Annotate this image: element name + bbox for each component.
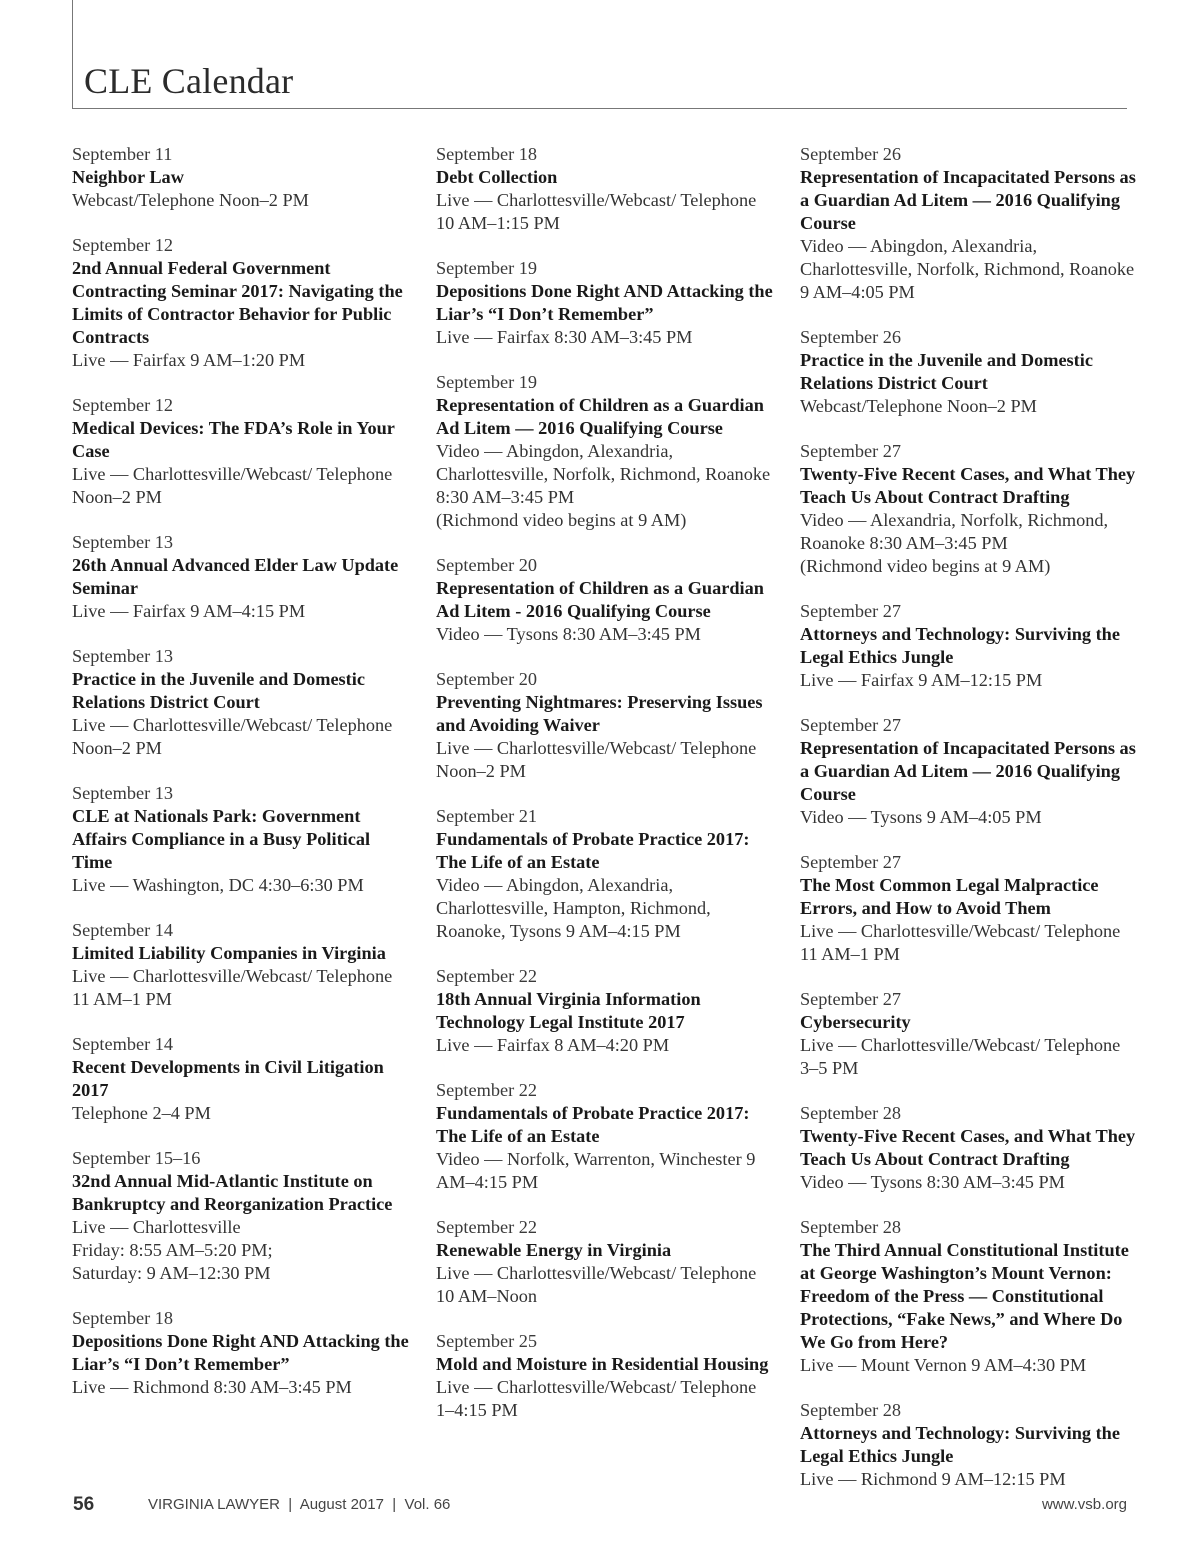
entry-detail: Video — Tysons 8:30 AM–3:45 PM — [800, 1172, 1065, 1192]
entry-title: The Most Common Legal Malpractice Errors, and How to Avoid Them — [800, 875, 1099, 918]
entry-detail: Live — Richmond 8:30 AM–3:45 PM — [72, 1377, 352, 1397]
entry-date: September 18 — [436, 144, 538, 164]
entry-detail: Video — Tysons 9 AM–4:05 PM — [800, 807, 1042, 827]
calendar-entry — [72, 1033, 412, 1125]
entry-detail: Live — Richmond 9 AM–12:15 PM — [800, 1469, 1066, 1489]
entry-detail: Live — Washington, DC 4:30–6:30 PM — [72, 875, 364, 895]
page-title: CLE Calendar — [84, 61, 294, 101]
entry-detail: Video — Tysons 8:30 AM–3:45 PM — [436, 624, 701, 644]
entry-title: Twenty-Five Recent Cases, and What They Teach Us About Contract Drafting — [800, 464, 1136, 507]
entry-detail: Live — Fairfax 8 AM–4:20 PM — [436, 1035, 670, 1055]
entry-title: 18th Annual Virginia Information Technology Legal Institute 2017 — [436, 989, 701, 1032]
calendar-entry — [72, 531, 412, 623]
entry-date: September 19 — [436, 372, 538, 392]
entry-date: September 14 — [72, 920, 174, 940]
entry-date: September 19 — [436, 258, 538, 278]
calendar-entry — [800, 326, 1140, 418]
entry-date: September 11 — [72, 144, 173, 164]
entry-title: Neighbor Law — [72, 167, 184, 187]
entry-title: 2nd Annual Federal Government Contracting Seminar 2017: Navigating the Limits of Contractor Behavior for Public Contracts — [72, 258, 403, 347]
entry-date: September 13 — [72, 783, 174, 803]
entry-title: Representation of Incapacitated Persons as a Guardian Ad Litem — 2016 Qualifying Course — [800, 167, 1136, 233]
entry-date: September 18 — [72, 1308, 174, 1328]
calendar-entry — [72, 1307, 412, 1399]
calendar-entry — [436, 143, 776, 235]
entry-detail: Live — Charlottesville/Webcast/ Telephone Noon–2 PM — [436, 738, 757, 781]
calendar-column-2 — [436, 143, 776, 1444]
entry-detail: Live — Charlottesville/Webcast/ Telephone 10 AM–1:15 PM — [436, 190, 757, 233]
entry-date: September 14 — [72, 1034, 174, 1054]
entry-title: Depositions Done Right AND Attacking the Liar’s “I Don’t Remember” — [72, 1331, 409, 1374]
calendar-entry — [72, 919, 412, 1011]
header-divider — [72, 108, 1127, 109]
entry-date: September 27 — [800, 715, 902, 735]
entry-detail: Live — Fairfax 9 AM–1:20 PM — [72, 350, 306, 370]
calendar-column-1 — [72, 143, 412, 1421]
entry-date: September 27 — [800, 852, 902, 872]
entry-date: September 20 — [436, 669, 538, 689]
entry-detail: (Richmond video begins at 9 AM) — [800, 556, 1051, 576]
calendar-entry — [72, 782, 412, 897]
page-footer — [0, 1494, 1200, 1522]
entry-title: 32nd Annual Mid-Atlantic Institute on Bankruptcy and Reorganization Practice — [72, 1171, 393, 1214]
entry-detail: Video — Abingdon, Alexandria, Charlottesville, Norfolk, Richmond, Roanoke 8:30 AM–3:45 PM — [436, 441, 771, 507]
entry-title: Debt Collection — [436, 167, 558, 187]
entry-date: September 27 — [800, 989, 902, 1009]
calendar-entry — [800, 440, 1140, 578]
entry-date: September 13 — [72, 646, 174, 666]
calendar-entry — [436, 965, 776, 1057]
entry-title: Representation of Children as a Guardian Ad Litem - 2016 Qualifying Course — [436, 578, 764, 621]
calendar-entry — [72, 645, 412, 760]
entry-date: September 28 — [800, 1103, 902, 1123]
entry-detail: Video — Abingdon, Alexandria, Charlottesville, Hampton, Richmond, Roanoke, Tysons 9 AM–4:15 PM — [436, 875, 711, 941]
entry-title: Attorneys and Technology: Surviving the Legal Ethics Jungle — [800, 624, 1120, 667]
entry-detail: Live — Charlottesville/Webcast/ Telephone Noon–2 PM — [72, 464, 393, 507]
entry-date: September 20 — [436, 555, 538, 575]
entry-detail: Saturday: 9 AM–12:30 PM — [72, 1263, 271, 1283]
entry-title: 26th Annual Advanced Elder Law Update Seminar — [72, 555, 399, 598]
entry-detail: Live — Charlottesville/Webcast/ Telephone 1–4:15 PM — [436, 1377, 757, 1420]
entry-title: Fundamentals of Probate Practice 2017: The Life of an Estate — [436, 1103, 750, 1146]
entry-date: September 15–16 — [72, 1148, 201, 1168]
calendar-entry — [800, 1399, 1140, 1491]
entry-detail: Live — Charlottesville/Webcast/ Telephone 3–5 PM — [800, 1035, 1121, 1078]
calendar-entry — [436, 805, 776, 943]
entry-title: Practice in the Juvenile and Domestic Relations District Court — [800, 350, 1093, 393]
entry-title: Cybersecurity — [800, 1012, 911, 1032]
entry-title: Renewable Energy in Virginia — [436, 1240, 672, 1260]
page-number: 56 — [73, 1494, 95, 1515]
entry-title: Practice in the Juvenile and Domestic Relations District Court — [72, 669, 365, 712]
calendar-entry — [72, 394, 412, 509]
entry-title: Limited Liability Companies in Virginia — [72, 943, 386, 963]
entry-date: September 22 — [436, 966, 538, 986]
entry-detail: Live — Charlottesville — [72, 1217, 241, 1237]
entry-date: September 22 — [436, 1080, 538, 1100]
header-vertical-rule — [72, 0, 73, 108]
entry-detail: Friday: 8:55 AM–5:20 PM; — [72, 1240, 273, 1260]
entry-detail: (Richmond video begins at 9 AM) — [436, 510, 687, 530]
entry-title: Medical Devices: The FDA’s Role in Your Case — [72, 418, 395, 461]
calendar-entry — [72, 143, 412, 212]
entry-title: Representation of Children as a Guardian Ad Litem — 2016 Qualifying Course — [436, 395, 764, 438]
calendar-entry — [72, 1147, 412, 1285]
entry-title: Fundamentals of Probate Practice 2017: The Life of an Estate — [436, 829, 750, 872]
entry-detail: Live — Fairfax 9 AM–4:15 PM — [72, 601, 306, 621]
entry-date: September 28 — [800, 1400, 902, 1420]
entry-detail: Live — Fairfax 8:30 AM–3:45 PM — [436, 327, 693, 347]
entry-date: September 25 — [436, 1331, 538, 1351]
entry-title: Depositions Done Right AND Attacking the Liar’s “I Don’t Remember” — [436, 281, 773, 324]
entry-date: September 21 — [436, 806, 538, 826]
publication-info: VIRGINIA LAWYER | August 2017 | Vol. 66 — [148, 1496, 451, 1513]
calendar-entry — [436, 257, 776, 349]
calendar-entry — [800, 851, 1140, 966]
entry-detail: Webcast/Telephone Noon–2 PM — [800, 396, 1037, 416]
entry-date: September 12 — [72, 235, 174, 255]
entry-detail: Video — Alexandria, Norfolk, Richmond, Roanoke 8:30 AM–3:45 PM — [800, 510, 1109, 553]
entry-date: September 22 — [436, 1217, 538, 1237]
entry-title: CLE at Nationals Park: Government Affairs Compliance in a Busy Political Time — [72, 806, 371, 872]
calendar-entry — [436, 1216, 776, 1308]
entry-detail: Live — Charlottesville/Webcast/ Telephone Noon–2 PM — [72, 715, 393, 758]
entry-date: September 26 — [800, 144, 902, 164]
website-url: www.vsb.org — [1041, 1496, 1127, 1513]
calendar-entry — [436, 1079, 776, 1194]
calendar-entry — [436, 554, 776, 646]
entry-detail: Video — Abingdon, Alexandria, Charlottesville, Norfolk, Richmond, Roanoke 9 AM–4:05 PM — [800, 236, 1135, 302]
calendar-entry — [72, 234, 412, 372]
calendar-entry — [436, 668, 776, 783]
entry-title: Representation of Incapacitated Persons as a Guardian Ad Litem — 2016 Qualifying Course — [800, 738, 1136, 804]
entry-detail: Video — Norfolk, Warrenton, Winchester 9 AM–4:15 PM — [436, 1149, 756, 1192]
calendar-entry — [800, 1216, 1140, 1377]
entry-date: September 13 — [72, 532, 174, 552]
entry-detail: Live — Charlottesville/Webcast/ Telephone 10 AM–Noon — [436, 1263, 757, 1306]
calendar-entry — [800, 988, 1140, 1080]
calendar-entry — [800, 1102, 1140, 1194]
entry-title: Recent Developments in Civil Litigation 2017 — [72, 1057, 384, 1100]
entry-title: Mold and Moisture in Residential Housing — [436, 1354, 769, 1374]
entry-date: September 27 — [800, 441, 902, 461]
entry-title: Attorneys and Technology: Surviving the Legal Ethics Jungle — [800, 1423, 1120, 1466]
entry-detail: Telephone 2–4 PM — [72, 1103, 211, 1123]
entry-detail: Webcast/Telephone Noon–2 PM — [72, 190, 309, 210]
entry-detail: Live — Fairfax 9 AM–12:15 PM — [800, 670, 1043, 690]
entry-title: Twenty-Five Recent Cases, and What They Teach Us About Contract Drafting — [800, 1126, 1136, 1169]
entry-date: September 26 — [800, 327, 902, 347]
entry-title: The Third Annual Constitutional Institute at George Washington’s Mount Vernon: Freedom of the Press — Constitutional Protections, “Fake News,” and Where Do We Go from Here? — [800, 1240, 1129, 1352]
entry-title: Preventing Nightmares: Preserving Issues and Avoiding Waiver — [436, 692, 763, 735]
entry-date: September 28 — [800, 1217, 902, 1237]
entry-detail: Live — Mount Vernon 9 AM–4:30 PM — [800, 1355, 1087, 1375]
calendar-entry — [800, 714, 1140, 829]
calendar-entry — [800, 143, 1140, 304]
entry-date: September 12 — [72, 395, 174, 415]
calendar-entry — [436, 1330, 776, 1422]
calendar-column-3 — [800, 143, 1140, 1513]
entry-detail: Live — Charlottesville/Webcast/ Telephone 11 AM–1 PM — [72, 966, 393, 1009]
calendar-entry — [436, 371, 776, 532]
calendar-entry — [800, 600, 1140, 692]
entry-date: September 27 — [800, 601, 902, 621]
entry-detail: Live — Charlottesville/Webcast/ Telephone 11 AM–1 PM — [800, 921, 1121, 964]
